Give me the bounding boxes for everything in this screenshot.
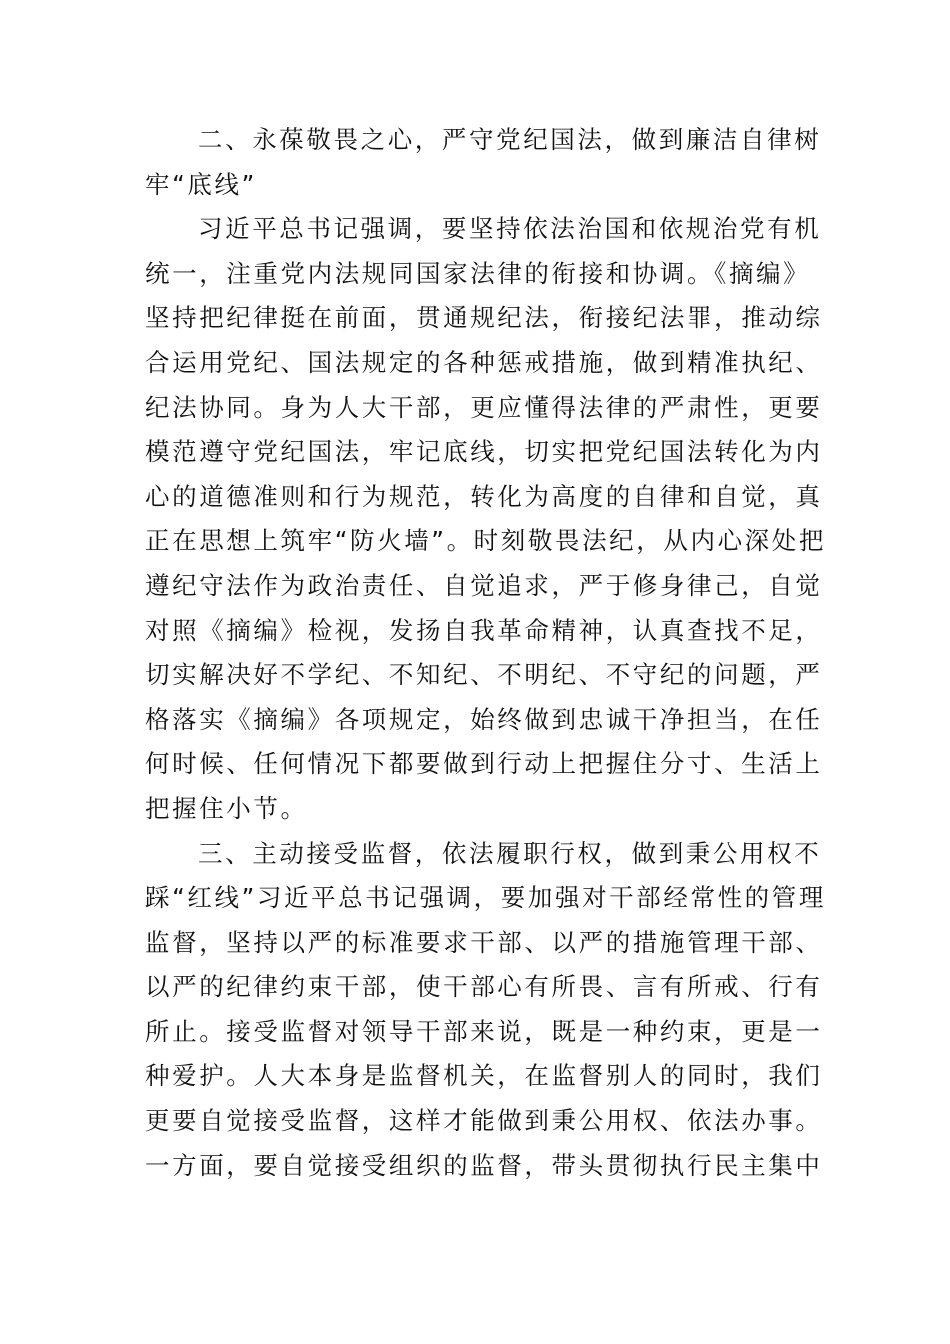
paragraph-line: 正在思想上筑牢“防火墙”。时刻敬畏法纪，从内心深处把	[145, 526, 826, 556]
paragraph-line: 何时候、任何情况下都要做到行动上把握住分寸、生活上	[145, 749, 823, 779]
paragraph-line: 更要自觉接受监督，这样才能做到秉公用权、依法办事。	[145, 1106, 823, 1136]
paragraph-line: 对照《摘编》检视，发扬自我革命精神，认真查找不足，	[145, 615, 823, 645]
paragraph-line: 以严的纪律约束干部，使干部心有所畏、言有所戒、行有	[145, 972, 823, 1002]
paragraph-line: 模范遵守党纪国法，牢记底线，切实把党纪国法转化为内	[145, 437, 823, 467]
paragraph-line: 种爱护。人大本身是监督机关，在监督别人的同时，我们	[145, 1061, 823, 1091]
paragraph-line: 监督，坚持以严的标准要求干部、以严的措施管理干部、	[145, 927, 823, 957]
paragraph-line: 合运用党纪、国法规定的各种惩戒措施，做到精准执纪、	[145, 347, 823, 377]
paragraph-line: 习近平总书记强调，要坚持依法治国和依规治党有机	[198, 214, 822, 244]
paragraph-line: 遵纪守法作为政治责任、自觉追求，严于修身律己，自觉	[145, 570, 823, 600]
paragraph-line: 所止。接受监督对领导干部来说，既是一种约束，更是一	[145, 1016, 823, 1046]
section-heading-2-line-2: 牢“底线”	[145, 169, 257, 199]
section-heading-3-line-1: 三、主动接受监督，依法履职行权，做到秉公用权不	[198, 838, 822, 868]
paragraph-line: 踩“红线”习近平总书记强调，要加强对干部经常性的管理	[145, 883, 826, 913]
document-body	[145, 118, 826, 1188]
section-heading-2-line-1: 二、永葆敬畏之心，严守党纪国法，做到廉洁自律树	[198, 125, 822, 154]
paragraph-line: 切实解决好不学纪、不知纪、不明纪、不守纪的问题，严	[145, 660, 823, 690]
paragraph-line: 心的道德准则和行为规范，转化为高度的自律和自觉，真	[145, 481, 823, 511]
paragraph-line: 一方面，要自觉接受组织的监督，带头贯彻执行民主集中	[145, 1150, 823, 1180]
paragraph-line: 纪法协同。身为人大干部，更应懂得法律的严肃性，更要	[145, 392, 823, 422]
paragraph-line: 格落实《摘编》各项规定，始终做到忠诚干净担当，在任	[145, 704, 823, 734]
paragraph-line: 把握住小节。	[145, 793, 308, 823]
paragraph-line: 坚持把纪律挺在前面，贯通规纪法，衔接纪法罪，推动综	[145, 303, 823, 333]
paragraph-line: 统一，注重党内法规同国家法律的衔接和协调。《摘编》	[145, 258, 811, 288]
